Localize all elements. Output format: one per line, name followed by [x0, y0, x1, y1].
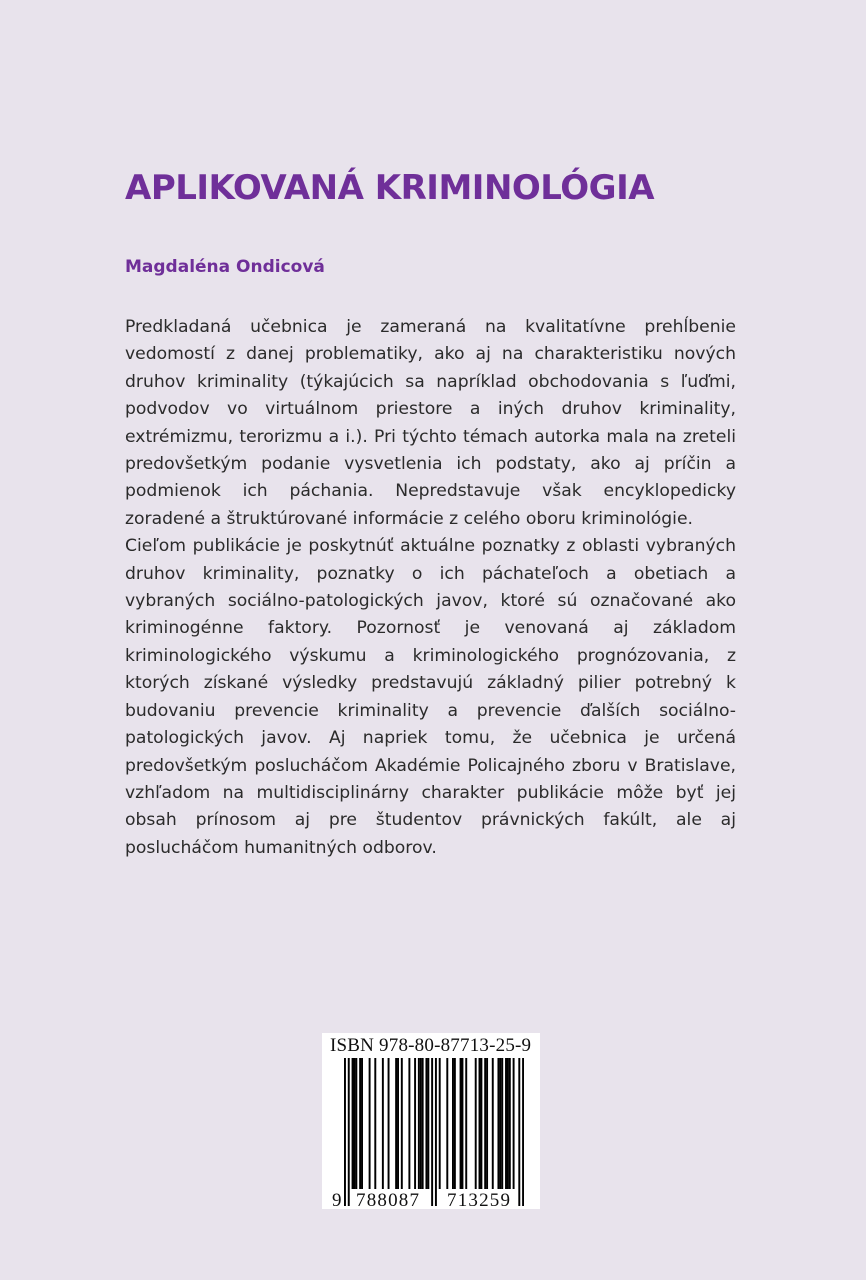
barcode-bar: [513, 1058, 515, 1189]
barcode-bar: [505, 1058, 507, 1189]
book-title: APLIKOVANÁ KRIMINOLÓGIA: [125, 168, 655, 208]
blurb-paragraph-2: Cieľom publikácie je poskytnúť aktuálne poznatky z oblasti vybraných druhov kriminality, poznatky o ich páchateľoch a obetiach a vybraných sociálno-patologických javov, ktoré sú označované ako kriminogénne faktory. Pozornosť je venovaná aj základom kriminologického výskumu a kriminologického prognózovania, z ktorých získané výsledky predstavujú základný pilier potrebný k budovaniu prevencie kriminality a prevencie ďalších sociálno-patologických javov. Aj napriek tomu, že učebnica je určená predovšetkým poslucháčom Akadémie Policajného zboru v Bratislave, vzhľadom na multidisciplinárny charakter publikácie môže byť jej obsah prínosom aj pre študentov právnických fakúlt, ale aj poslucháčom humanitných odborov.: [125, 536, 736, 858]
barcode-bar: [420, 1058, 422, 1189]
blurb-paragraph-1: Predkladaná učebnica je zameraná na kvalitatívne prehĺbenie vedomostí z danej problematiky, ako aj na charakteristiku nových druhov kriminality (týkajúcich sa napríklad obchodovania s ľuďmi, podvodov vo virtuálnom priestore a iných druhov kriminality, extrémizmu, terorizmu a i.). Pri týchto témach autorka mala na zreteli predovšetkým podanie vysvetlenia ich podstaty, ako aj príčin a podmienok ich páchania. Nepredstavuje však encyklopedicky zoradené a štruktúrované informácie z celého oboru kriminológie.: [125, 317, 736, 529]
barcode-bar: [507, 1058, 509, 1189]
barcode-bar: [425, 1058, 427, 1189]
barcode-bar: [484, 1058, 486, 1189]
barcode-bar: [369, 1058, 371, 1189]
barcode-bar: [522, 1058, 524, 1206]
barcode-bar: [454, 1058, 456, 1189]
isbn-barcode-block: [322, 1033, 540, 1209]
author-name: Magdaléna Ondicová: [125, 257, 325, 277]
blurb-text: [125, 314, 736, 862]
barcode-bar: [465, 1058, 467, 1189]
barcode-bar: [348, 1058, 350, 1206]
barcode-bar: [461, 1058, 463, 1189]
barcode-bars: [344, 1058, 524, 1208]
barcode-bar: [480, 1058, 482, 1189]
barcode-bar: [353, 1058, 355, 1189]
barcode-bar: [408, 1058, 410, 1189]
ean-first-digit: 9: [332, 1190, 342, 1211]
barcode-bar: [352, 1058, 354, 1189]
barcode-bar: [439, 1058, 441, 1189]
barcode-bar: [427, 1058, 429, 1189]
barcode-bar: [460, 1058, 462, 1189]
barcode-bar: [397, 1058, 399, 1189]
barcode-bar: [475, 1058, 477, 1189]
barcode-bar: [518, 1058, 520, 1206]
barcode-bar: [355, 1058, 357, 1189]
barcode-bar: [418, 1058, 420, 1189]
barcode-bar: [446, 1058, 448, 1189]
barcode-bar: [414, 1058, 416, 1189]
isbn-label: ISBN 978-80-87713-25-9: [330, 1035, 532, 1056]
barcode-bar: [361, 1058, 363, 1189]
barcode-bar: [452, 1058, 454, 1189]
barcode-bar: [401, 1058, 403, 1189]
barcode-bar: [431, 1058, 433, 1206]
barcode-bar: [501, 1058, 503, 1189]
barcode-bar: [422, 1058, 424, 1189]
barcode-bar: [499, 1058, 501, 1189]
barcode-bar: [497, 1058, 499, 1189]
ean-right-digits: 713259: [447, 1190, 512, 1211]
barcode-bar: [435, 1058, 437, 1206]
barcode-bar: [344, 1058, 346, 1206]
barcode-bar: [395, 1058, 397, 1189]
barcode-bar: [492, 1058, 494, 1189]
barcode-bar: [382, 1058, 384, 1189]
barcode-bar: [509, 1058, 511, 1189]
barcode-bar: [486, 1058, 488, 1189]
barcode-bar: [388, 1058, 390, 1189]
barcode-bar: [374, 1058, 376, 1189]
barcode-bar: [479, 1058, 481, 1189]
ean-left-digits: 788087: [356, 1190, 421, 1211]
barcode-bar: [359, 1058, 361, 1189]
